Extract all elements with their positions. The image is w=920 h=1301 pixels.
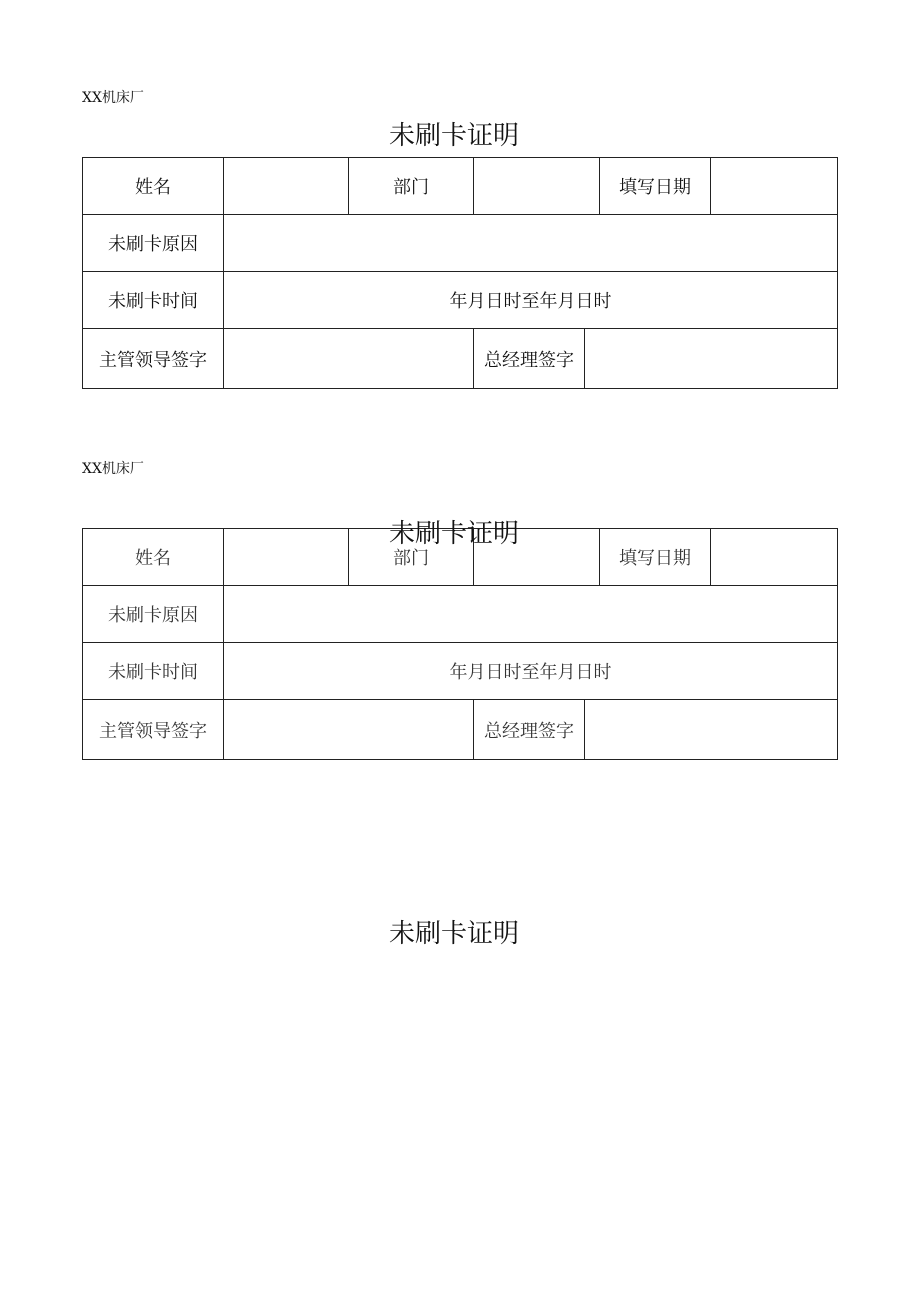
form-row-basic	[83, 158, 838, 215]
form-title: 未刷卡证明	[388, 919, 519, 949]
certificate-form	[82, 528, 838, 760]
time-label: 未刷卡时间	[83, 643, 224, 700]
reason-field[interactable]	[224, 215, 838, 272]
name-field[interactable]	[224, 158, 349, 215]
gm-signature-label: 总经理签字	[474, 700, 585, 760]
time-field[interactable]: 年月日时至年月日时	[224, 643, 838, 700]
form-row-reason	[83, 215, 838, 272]
reason-field[interactable]	[224, 586, 838, 643]
time-field[interactable]: 年月日时至年月日时	[224, 272, 838, 329]
reason-label: 未刷卡原因	[83, 215, 224, 272]
form-row-signatures	[83, 700, 838, 760]
name-label: 姓名	[83, 158, 224, 215]
gm-signature-field[interactable]	[585, 329, 838, 389]
fill-date-label: 填写日期	[600, 158, 711, 215]
department-field[interactable]	[474, 158, 600, 215]
supervisor-signature-field[interactable]	[224, 700, 474, 760]
certificate-form	[82, 157, 838, 389]
company-name: XX机床厂	[82, 90, 144, 106]
department-label: 部门	[349, 158, 474, 215]
form-row-reason	[83, 586, 838, 643]
fill-date-field[interactable]	[711, 158, 838, 215]
supervisor-signature-label: 主管领导签字	[83, 329, 224, 389]
gm-signature-label: 总经理签字	[474, 329, 585, 389]
name-label: 姓名	[83, 529, 224, 586]
gm-signature-field[interactable]	[585, 700, 838, 760]
department-label: 部门	[349, 529, 474, 586]
time-label: 未刷卡时间	[83, 272, 224, 329]
form-row-signatures	[83, 329, 838, 389]
supervisor-signature-label: 主管领导签字	[83, 700, 224, 760]
company-name: XX机床厂	[82, 461, 144, 477]
reason-label: 未刷卡原因	[83, 586, 224, 643]
supervisor-signature-field[interactable]	[224, 329, 474, 389]
form-title: 未刷卡证明	[388, 121, 519, 151]
form-row-time	[83, 272, 838, 329]
form-title: 未刷卡证明	[388, 519, 519, 549]
form-row-time	[83, 643, 838, 700]
fill-date-label: 填写日期	[600, 529, 711, 586]
